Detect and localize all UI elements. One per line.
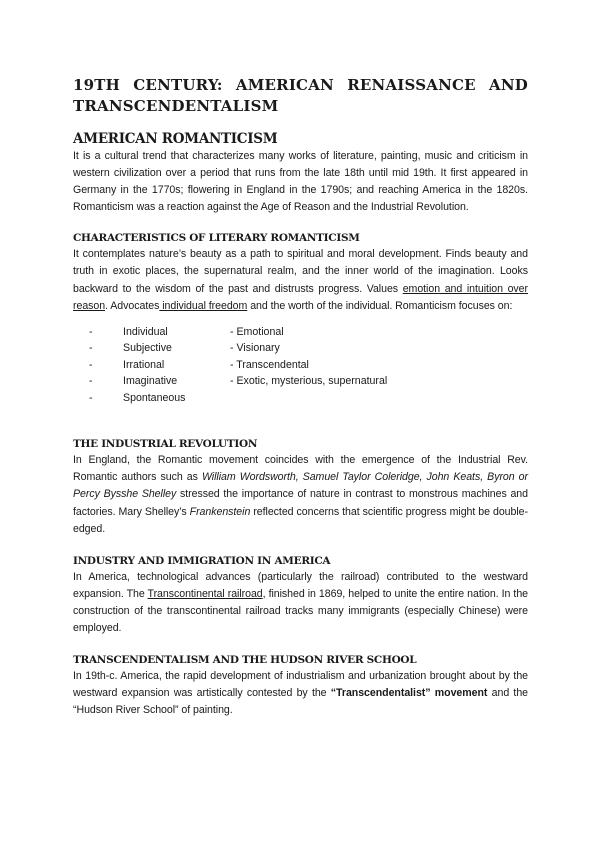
- title-line-1: 19TH CENTURY: AMERICAN RENAISSANCE AND: [73, 76, 528, 94]
- list-item-left: Imaginative: [123, 375, 178, 388]
- text-run: and the worth of the individual. Romanticism focuses on:: [247, 299, 513, 312]
- text-run: and the “Hudson River School” of painting.: [73, 687, 529, 717]
- list-item: [73, 373, 528, 390]
- list-item: [73, 357, 528, 374]
- list-dash: -: [89, 391, 93, 404]
- section-heading: CHARACTERISTICS OF LITERARY ROMANTICISM: [73, 232, 360, 245]
- document-title: [73, 75, 528, 117]
- italic-text: Frankenstein: [189, 505, 251, 518]
- section-heading: INDUSTRY AND IMMIGRATION IN AMERICA: [73, 554, 331, 567]
- list-item-right: - Visionary: [230, 342, 280, 355]
- text-run: In 19th-c. America, the rapid development of industrialism and urbanization brought about by the westward expansion was artistically contested by the: [73, 670, 528, 700]
- section-paragraph: [73, 452, 528, 537]
- list-item-left: Individual: [123, 325, 168, 338]
- list-item: [73, 340, 528, 357]
- text-run: In England, the Romantic movement coincides with the emergence of the Industrial Rev. Romantic authors such as: [73, 454, 528, 484]
- list-dash: -: [89, 342, 93, 355]
- section-characteristics: [73, 230, 528, 406]
- italic-text: William Wordsworth, Samuel Taylor Coleridge, John Keats, Byron or Percy Bysshe Shelley: [73, 471, 529, 501]
- text-run: reflected concerns that scientific progress might be double-edged.: [73, 505, 528, 535]
- underlined-text: Transcontinental railroad: [147, 587, 263, 600]
- section-heading: THE INDUSTRIAL REVOLUTION: [73, 438, 258, 451]
- list-item-left: Spontaneous: [123, 391, 186, 404]
- list-item-right: - Exotic, mysterious, supernatural: [230, 375, 388, 388]
- text-run: . Advocates: [105, 299, 160, 312]
- section-american-romanticism: [73, 130, 528, 216]
- list-item-left: Irrational: [123, 358, 165, 371]
- section-paragraph: It is a cultural trend that characterizes many works of literature, painting, music and criticism in western civilization over a period that runs from the late 18th until mid 19th. It first appeared in Germany in the 1770s; flowering in England in the 1790s; and reaching America in the 1820s. Romanticism was a reaction against the Age of Reason and the Industrial Revolution.: [73, 150, 528, 214]
- list-item-right: - Transcendental: [230, 358, 309, 371]
- section-paragraph: [73, 668, 528, 719]
- underlined-text: individual freedom: [159, 299, 248, 312]
- section-paragraph: [73, 569, 528, 637]
- list-item: [73, 324, 528, 341]
- text-run: In America, technological advances (particularly the railroad) contributed to the westward expansion. The: [73, 570, 528, 600]
- text-run: stressed the importance of nature in contrast to monstrous machines and factories. Mary Shelley’s: [73, 488, 528, 518]
- document-page: [73, 75, 528, 719]
- list-item-left: Subjective: [123, 342, 172, 355]
- section-transcendentalism: [73, 652, 528, 719]
- list-dash: -: [89, 375, 93, 388]
- section-heading: TRANSCENDENTALISM AND THE HUDSON RIVER SCHOOL: [73, 654, 417, 667]
- bold-text: “Transcendentalist” movement: [330, 687, 488, 700]
- text-run: It contemplates nature’s beauty as a path to spiritual and moral development. Finds beauty and truth in exotic places, the supernatural realm, and the inner world of the imagination. Looks backward to the wisdom of the past and distrusts progress. Values: [73, 248, 528, 295]
- text-run: , finished in 1869, helped to unite the entire nation. In the construction of the transcontinental railroad tracks many immigrants (especially Chinese) were employed.: [73, 587, 529, 634]
- section-industrial-revolution: [73, 436, 528, 537]
- underlined-text: emotion and intuition over reason: [73, 282, 528, 312]
- list-dash: -: [89, 325, 93, 338]
- list-item-right: - Emotional: [230, 325, 284, 338]
- list-dash: -: [89, 358, 93, 371]
- title-line-2: TRANSCENDENTALISM: [73, 97, 279, 115]
- characteristics-list: [73, 324, 528, 407]
- section-paragraph: [73, 246, 528, 314]
- list-item: [73, 390, 528, 407]
- section-industry-immigration: [73, 553, 528, 637]
- section-heading: AMERICAN ROMANTICISM: [73, 131, 278, 147]
